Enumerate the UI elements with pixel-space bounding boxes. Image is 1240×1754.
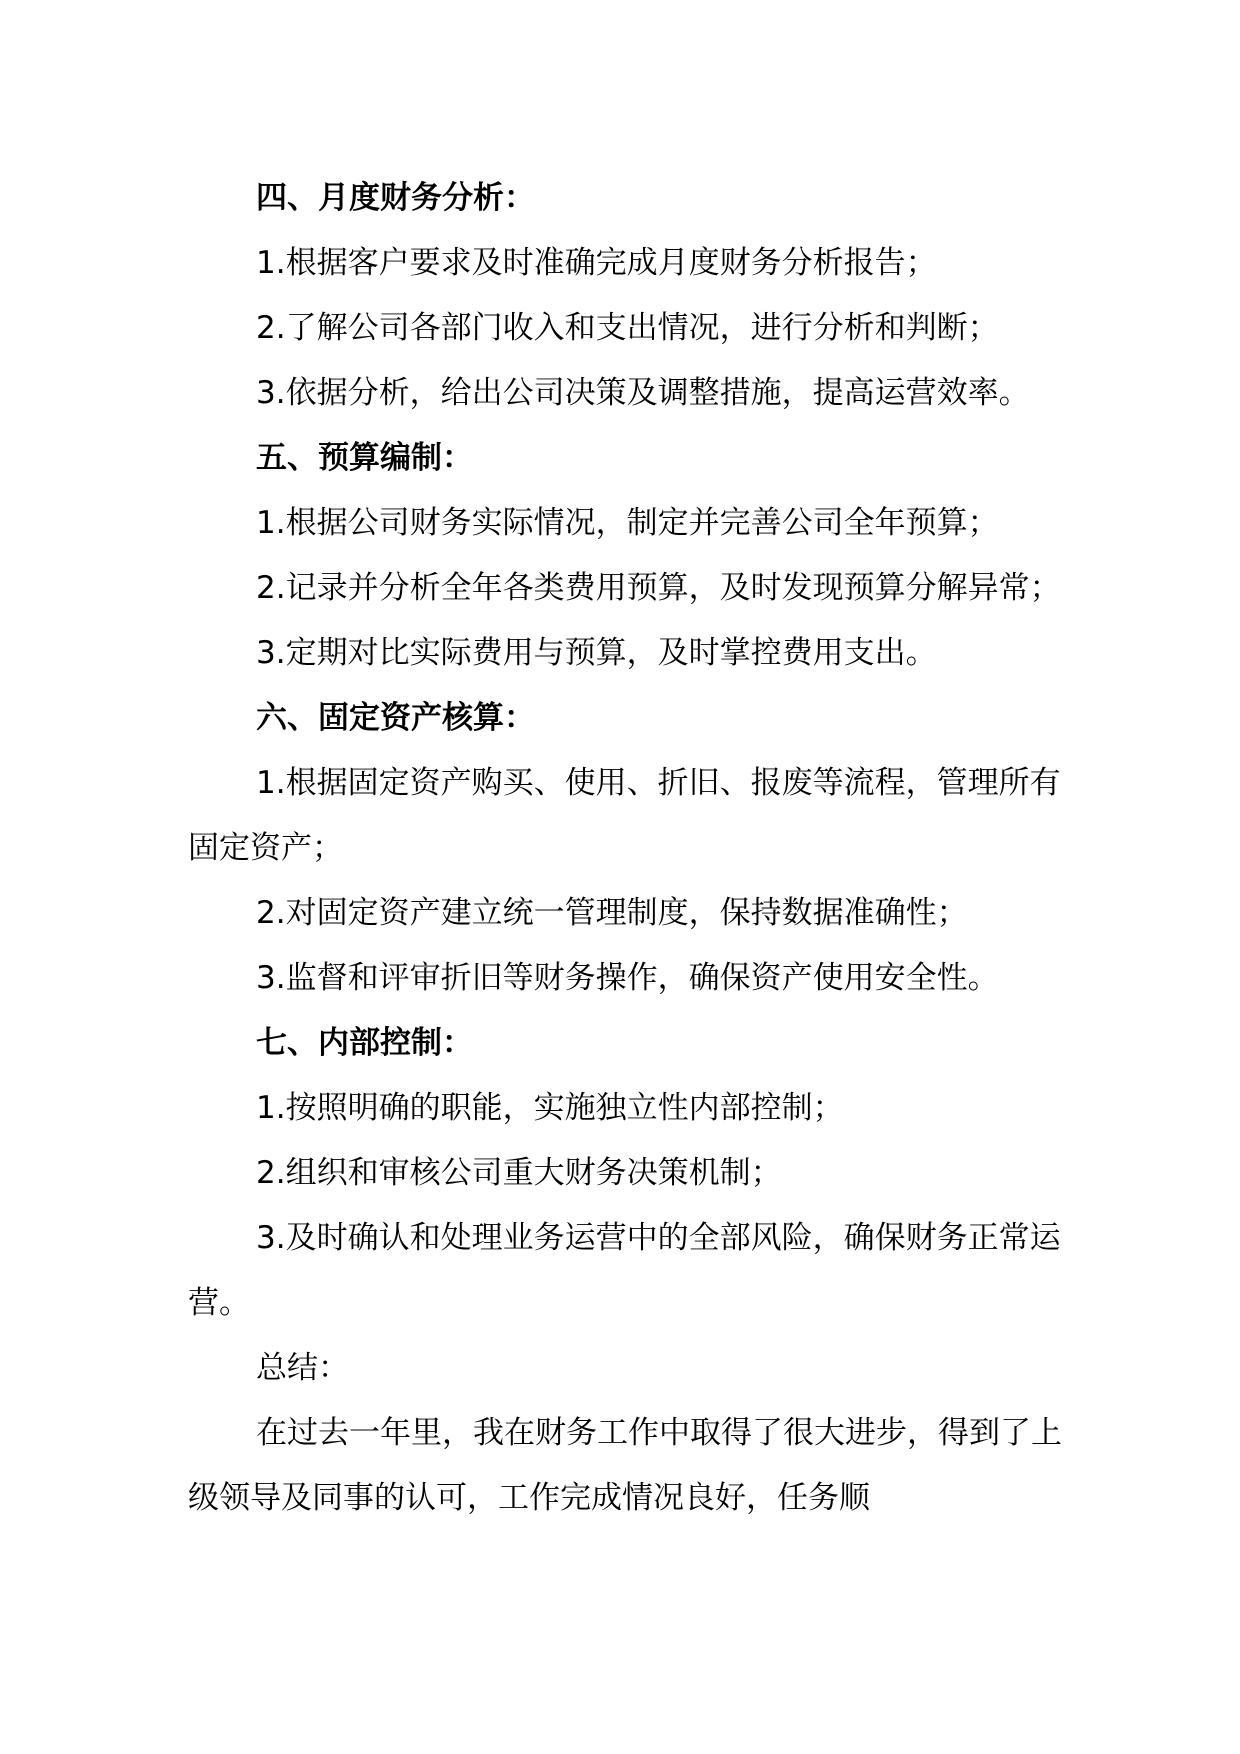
paragraph: 3.依据分析，给出公司决策及调整措施，提高运营效率。 (256, 375, 1030, 411)
section-heading-internal-control: 七、内部控制： (256, 1025, 473, 1061)
paragraph: 1.根据公司财务实际情况，制定并完善公司全年预算； (256, 505, 999, 541)
paragraph: 2.记录并分析全年各类费用预算，及时发现预算分解异常； (256, 570, 1061, 606)
paragraph: 1.根据固定资产购买、使用、折旧、报废等流程，管理所有固定资产； (188, 765, 1061, 866)
paragraph: 2.组织和审核公司重大财务决策机制； (256, 1155, 782, 1191)
paragraph: 2.对固定资产建立统一管理制度，保持数据准确性； (256, 895, 968, 931)
paragraph: 1.根据客户要求及时准确完成月度财务分析报告； (256, 245, 937, 281)
paragraph: 3.及时确认和处理业务运营中的全部风险，确保财务正常运营。 (188, 1220, 1061, 1321)
summary-label: 总结： (256, 1350, 349, 1386)
section-heading-monthly-analysis: 四、月度财务分析： (256, 180, 535, 216)
summary-paragraph: 在过去一年里，我在财务工作中取得了很大进步，得到了上级领导及同事的认可，工作完成情况良好，任务顺 (188, 1415, 1062, 1516)
section-heading-fixed-assets: 六、固定资产核算： (256, 700, 535, 736)
paragraph: 1.按照明确的职能，实施独立性内部控制； (256, 1090, 844, 1126)
paragraph: 3.定期对比实际费用与预算，及时掌控费用支出。 (256, 635, 937, 671)
paragraph: 2.了解公司各部门收入和支出情况，进行分析和判断； (256, 310, 999, 346)
section-heading-budget: 五、预算编制： (256, 440, 473, 476)
document-body (188, 166, 1062, 1531)
paragraph: 3.监督和评审折旧等财务操作，确保资产使用安全性。 (256, 960, 999, 996)
